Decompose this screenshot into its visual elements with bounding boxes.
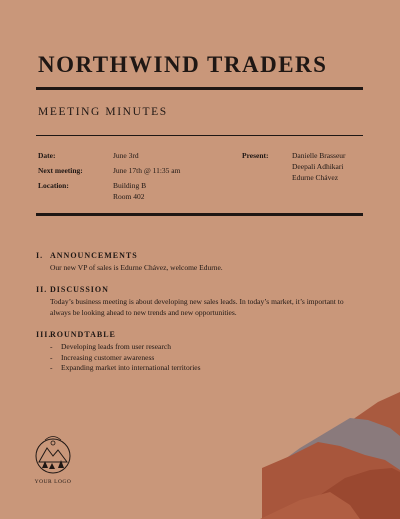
location-room: Room 402 bbox=[113, 192, 145, 201]
meta-values bbox=[113, 150, 180, 202]
date-label: Date: bbox=[38, 151, 56, 160]
present-label: Present: bbox=[242, 151, 269, 160]
section-roundtable bbox=[36, 330, 201, 374]
section-title: DISCUSSION bbox=[50, 285, 109, 294]
section-body: Today’s business meeting is about developing new sales leads. In today’s market, it’s important to always be looking ahead to new trends and new opportunities. bbox=[50, 297, 344, 317]
list-item: - Expanding market into international territories bbox=[50, 363, 201, 374]
section-title: ROUNDTABLE bbox=[50, 330, 116, 339]
section-heading bbox=[36, 251, 362, 260]
mountain-front bbox=[305, 468, 400, 519]
next-meeting-value: June 17th @ 11:35 am bbox=[113, 166, 181, 175]
list-item: - Increasing customer awareness bbox=[50, 353, 201, 364]
location-label: Location: bbox=[38, 181, 69, 190]
date-value: June 3rd bbox=[113, 151, 139, 160]
attendee: Danielle Brasseur bbox=[292, 151, 346, 160]
present-label-col bbox=[242, 150, 269, 161]
location-building: Building B bbox=[113, 181, 147, 190]
location-value bbox=[113, 180, 180, 202]
mountain-grey bbox=[270, 418, 400, 519]
title-rule bbox=[36, 87, 363, 90]
section-heading bbox=[36, 285, 362, 294]
logo-text: YOUR LOGO bbox=[34, 479, 72, 485]
attendee: Edurne Chávez bbox=[292, 173, 339, 182]
roundtable-list bbox=[50, 342, 201, 374]
section-number: II. bbox=[36, 285, 48, 294]
mountain-back bbox=[300, 392, 400, 519]
next-meeting-label: Next meeting: bbox=[38, 166, 83, 175]
mountain-front-2 bbox=[260, 492, 360, 519]
mountain-mid bbox=[262, 442, 400, 519]
section-heading bbox=[36, 330, 201, 339]
meta-bottom-rule bbox=[36, 213, 363, 216]
section-announcements bbox=[36, 251, 362, 274]
meta-top-rule bbox=[36, 135, 363, 136]
present-list bbox=[292, 150, 346, 183]
section-title: ANNOUNCEMENTS bbox=[50, 251, 138, 260]
section-body: Our new VP of sales is Edurne Chávez, welcome Edurne. bbox=[50, 263, 223, 272]
meta-labels bbox=[38, 150, 83, 195]
section-discussion bbox=[36, 285, 362, 318]
section-number: III. bbox=[36, 330, 52, 339]
company-name: NORTHWIND TRADERS bbox=[38, 52, 328, 77]
list-item: - Developing leads from user research bbox=[50, 342, 201, 353]
attendee: Deepali Adhikari bbox=[292, 162, 344, 171]
document-subtitle: MEETING MINUTES bbox=[38, 106, 168, 118]
section-number: I. bbox=[36, 251, 44, 260]
